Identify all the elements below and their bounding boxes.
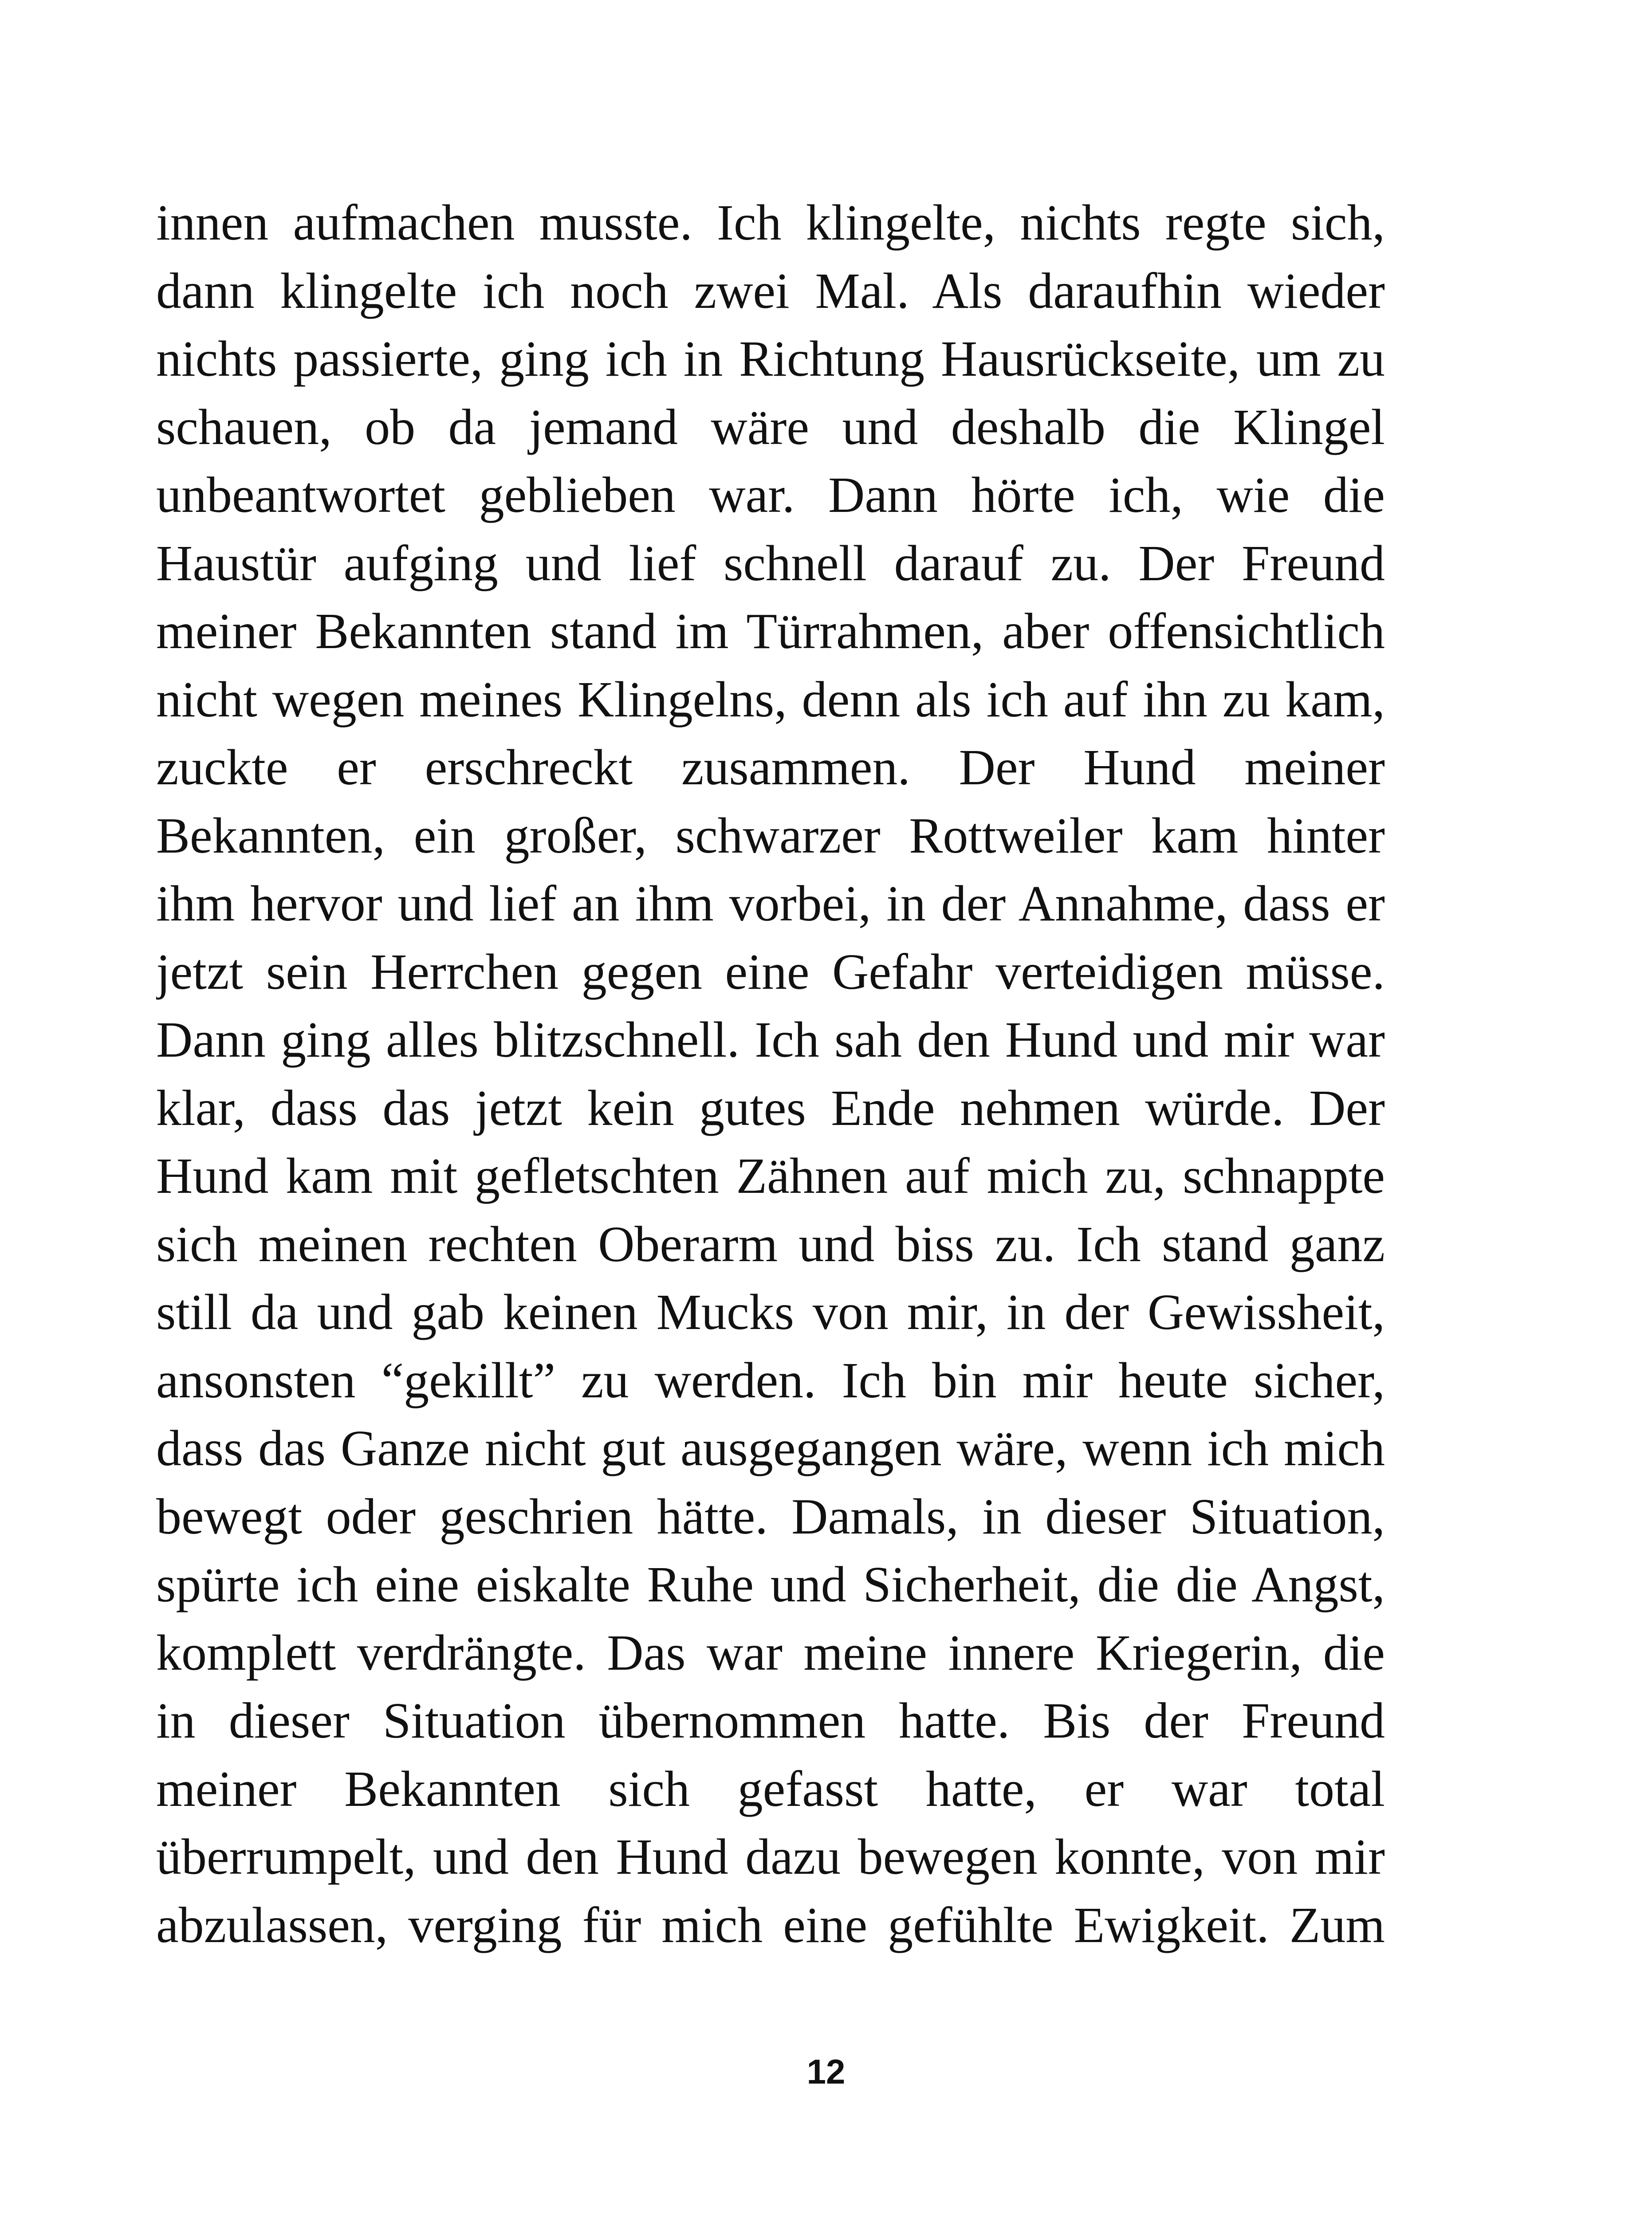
- text-line: klar, dass das jetzt kein gutes Ende nehmen würde. Der: [156, 1079, 1385, 1136]
- text-line: komplett verdrängte. Das war meine innere Kriegerin, die: [156, 1624, 1385, 1681]
- text-line: meiner Bekannten sich gefasst hatte, er war total: [156, 1760, 1385, 1817]
- text-line: Haustür aufging und lief schnell darauf zu. Der Freund: [156, 535, 1385, 591]
- text-line: Dann ging alles blitzschnell. Ich sah den Hund und mir war: [156, 1011, 1385, 1068]
- text-line: Hund kam mit gefletschten Zähnen auf mich zu, schnappte: [156, 1148, 1385, 1204]
- text-line: bewegt oder geschrien hätte. Damals, in dieser Situation,: [156, 1488, 1385, 1545]
- text-line: abzulassen, verging für mich eine gefühlte Ewigkeit. Zum: [156, 1896, 1385, 1953]
- text-line: dass das Ganze nicht gut ausgegangen wäre, wenn ich mich: [156, 1420, 1385, 1476]
- body-text: [156, 189, 1385, 1959]
- page-number: 12: [806, 2052, 846, 2091]
- text-line: innen aufmachen musste. Ich klingelte, nichts regte sich,: [156, 194, 1385, 251]
- text-line: schauen, ob da jemand wäre und deshalb die Klingel: [156, 398, 1385, 455]
- text-line: dann klingelte ich noch zwei Mal. Als daraufhin wieder: [156, 262, 1385, 319]
- text-line: still da und gab keinen Mucks von mir, in der Gewissheit,: [156, 1284, 1385, 1340]
- text-line: in dieser Situation übernommen hatte. Bis der Freund: [156, 1692, 1385, 1749]
- text-line: sich meinen rechten Oberarm und biss zu. Ich stand ganz: [156, 1215, 1385, 1272]
- text-line: meiner Bekannten stand im Türrahmen, aber offensichtlich: [156, 603, 1385, 659]
- text-line: jetzt sein Herrchen gegen eine Gefahr verteidigen müsse.: [156, 943, 1385, 1000]
- text-line: nichts passierte, ging ich in Richtung Hausrückseite, um zu: [156, 330, 1385, 387]
- text-line: ihm hervor und lief an ihm vorbei, in der Annahme, dass er: [156, 875, 1385, 932]
- text-line: zuckte er erschreckt zusammen. Der Hund meiner: [156, 739, 1385, 795]
- text-line: überrumpelt, und den Hund dazu bewegen konnte, von mir: [156, 1829, 1385, 1885]
- text-line: unbeantwortet geblieben war. Dann hörte ich, wie die: [156, 467, 1385, 523]
- text-line: ansonsten “gekillt” zu werden. Ich bin mir heute sicher,: [156, 1352, 1385, 1408]
- text-line: Bekannten, ein großer, schwarzer Rottweiler kam hinter: [156, 807, 1385, 864]
- text-line: nicht wegen meines Klingelns, denn als ich auf ihn zu kam,: [156, 671, 1385, 728]
- text-line: spürte ich eine eiskalte Ruhe und Sicherheit, die die Angst,: [156, 1556, 1385, 1612]
